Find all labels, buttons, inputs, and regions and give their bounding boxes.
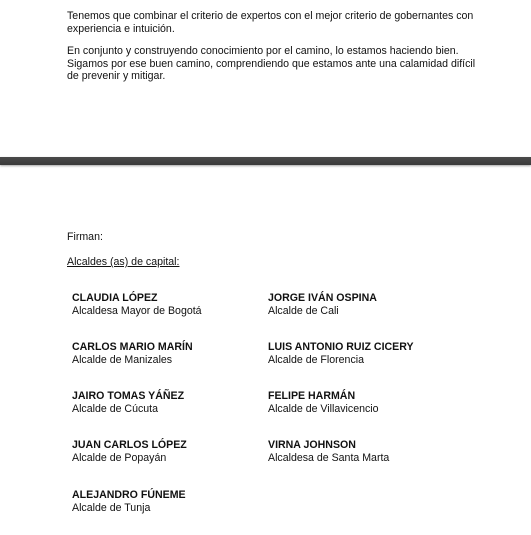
signatory-role: Alcalde de Cúcuta (72, 403, 158, 415)
signatory-name: JAIRO TOMAS YÁÑEZ (72, 390, 185, 402)
signatory-name: LUIS ANTONIO RUIZ CICERY (268, 341, 414, 353)
signatory (268, 292, 377, 318)
signatory-role: Alcalde de Tunja (72, 502, 151, 514)
signatory-role: Alcaldesa de Santa Marta (268, 452, 390, 464)
signatory-role: Alcalde de Manizales (72, 354, 173, 366)
paragraph-criteria: Tenemos que combinar el criterio de expertos con el mejor criterio de gobernantes con experiencia e intuición. (67, 10, 474, 35)
signatory-role: Alcaldesa Mayor de Bogotá (72, 305, 202, 317)
firman-label: Firman: (67, 231, 103, 243)
signatory-name: JORGE IVÁN OSPINA (268, 292, 377, 304)
signatory (72, 439, 187, 465)
signatory-role: Alcalde de Villavicencio (268, 403, 379, 415)
signatory-name: CLAUDIA LÓPEZ (72, 292, 158, 304)
signatory (72, 489, 186, 515)
signatory (72, 292, 202, 318)
signatory (268, 341, 414, 367)
paragraph-conclusion: En conjunto y construyendo conocimiento por el camino, lo estamos haciendo bien. Sigamos por ese buen camino, comprendiendo que estamos ante una calamidad difícil de prevenir y mitigar. (67, 45, 476, 83)
signatory-role: Alcalde de Cali (268, 305, 339, 317)
page-separator (0, 157, 531, 165)
signatory (72, 390, 184, 416)
signatory-name: ALEJANDRO FÚNEME (72, 489, 186, 501)
group-heading-capital-mayors: Alcaldes (as) de capital: (67, 256, 180, 268)
signatory-role: Alcalde de Florencia (268, 354, 364, 366)
signatory-name: VIRNA JOHNSON (268, 439, 356, 451)
signatory-name: FELIPE HARMÁN (268, 390, 356, 402)
signatory (268, 439, 389, 465)
signatory-name: JUAN CARLOS LÓPEZ (72, 439, 187, 451)
signatory (268, 390, 379, 416)
signatory-role: Alcalde de Popayán (72, 452, 167, 464)
signatory-name: CARLOS MARIO MARÍN (72, 341, 193, 353)
signatory (72, 341, 193, 367)
